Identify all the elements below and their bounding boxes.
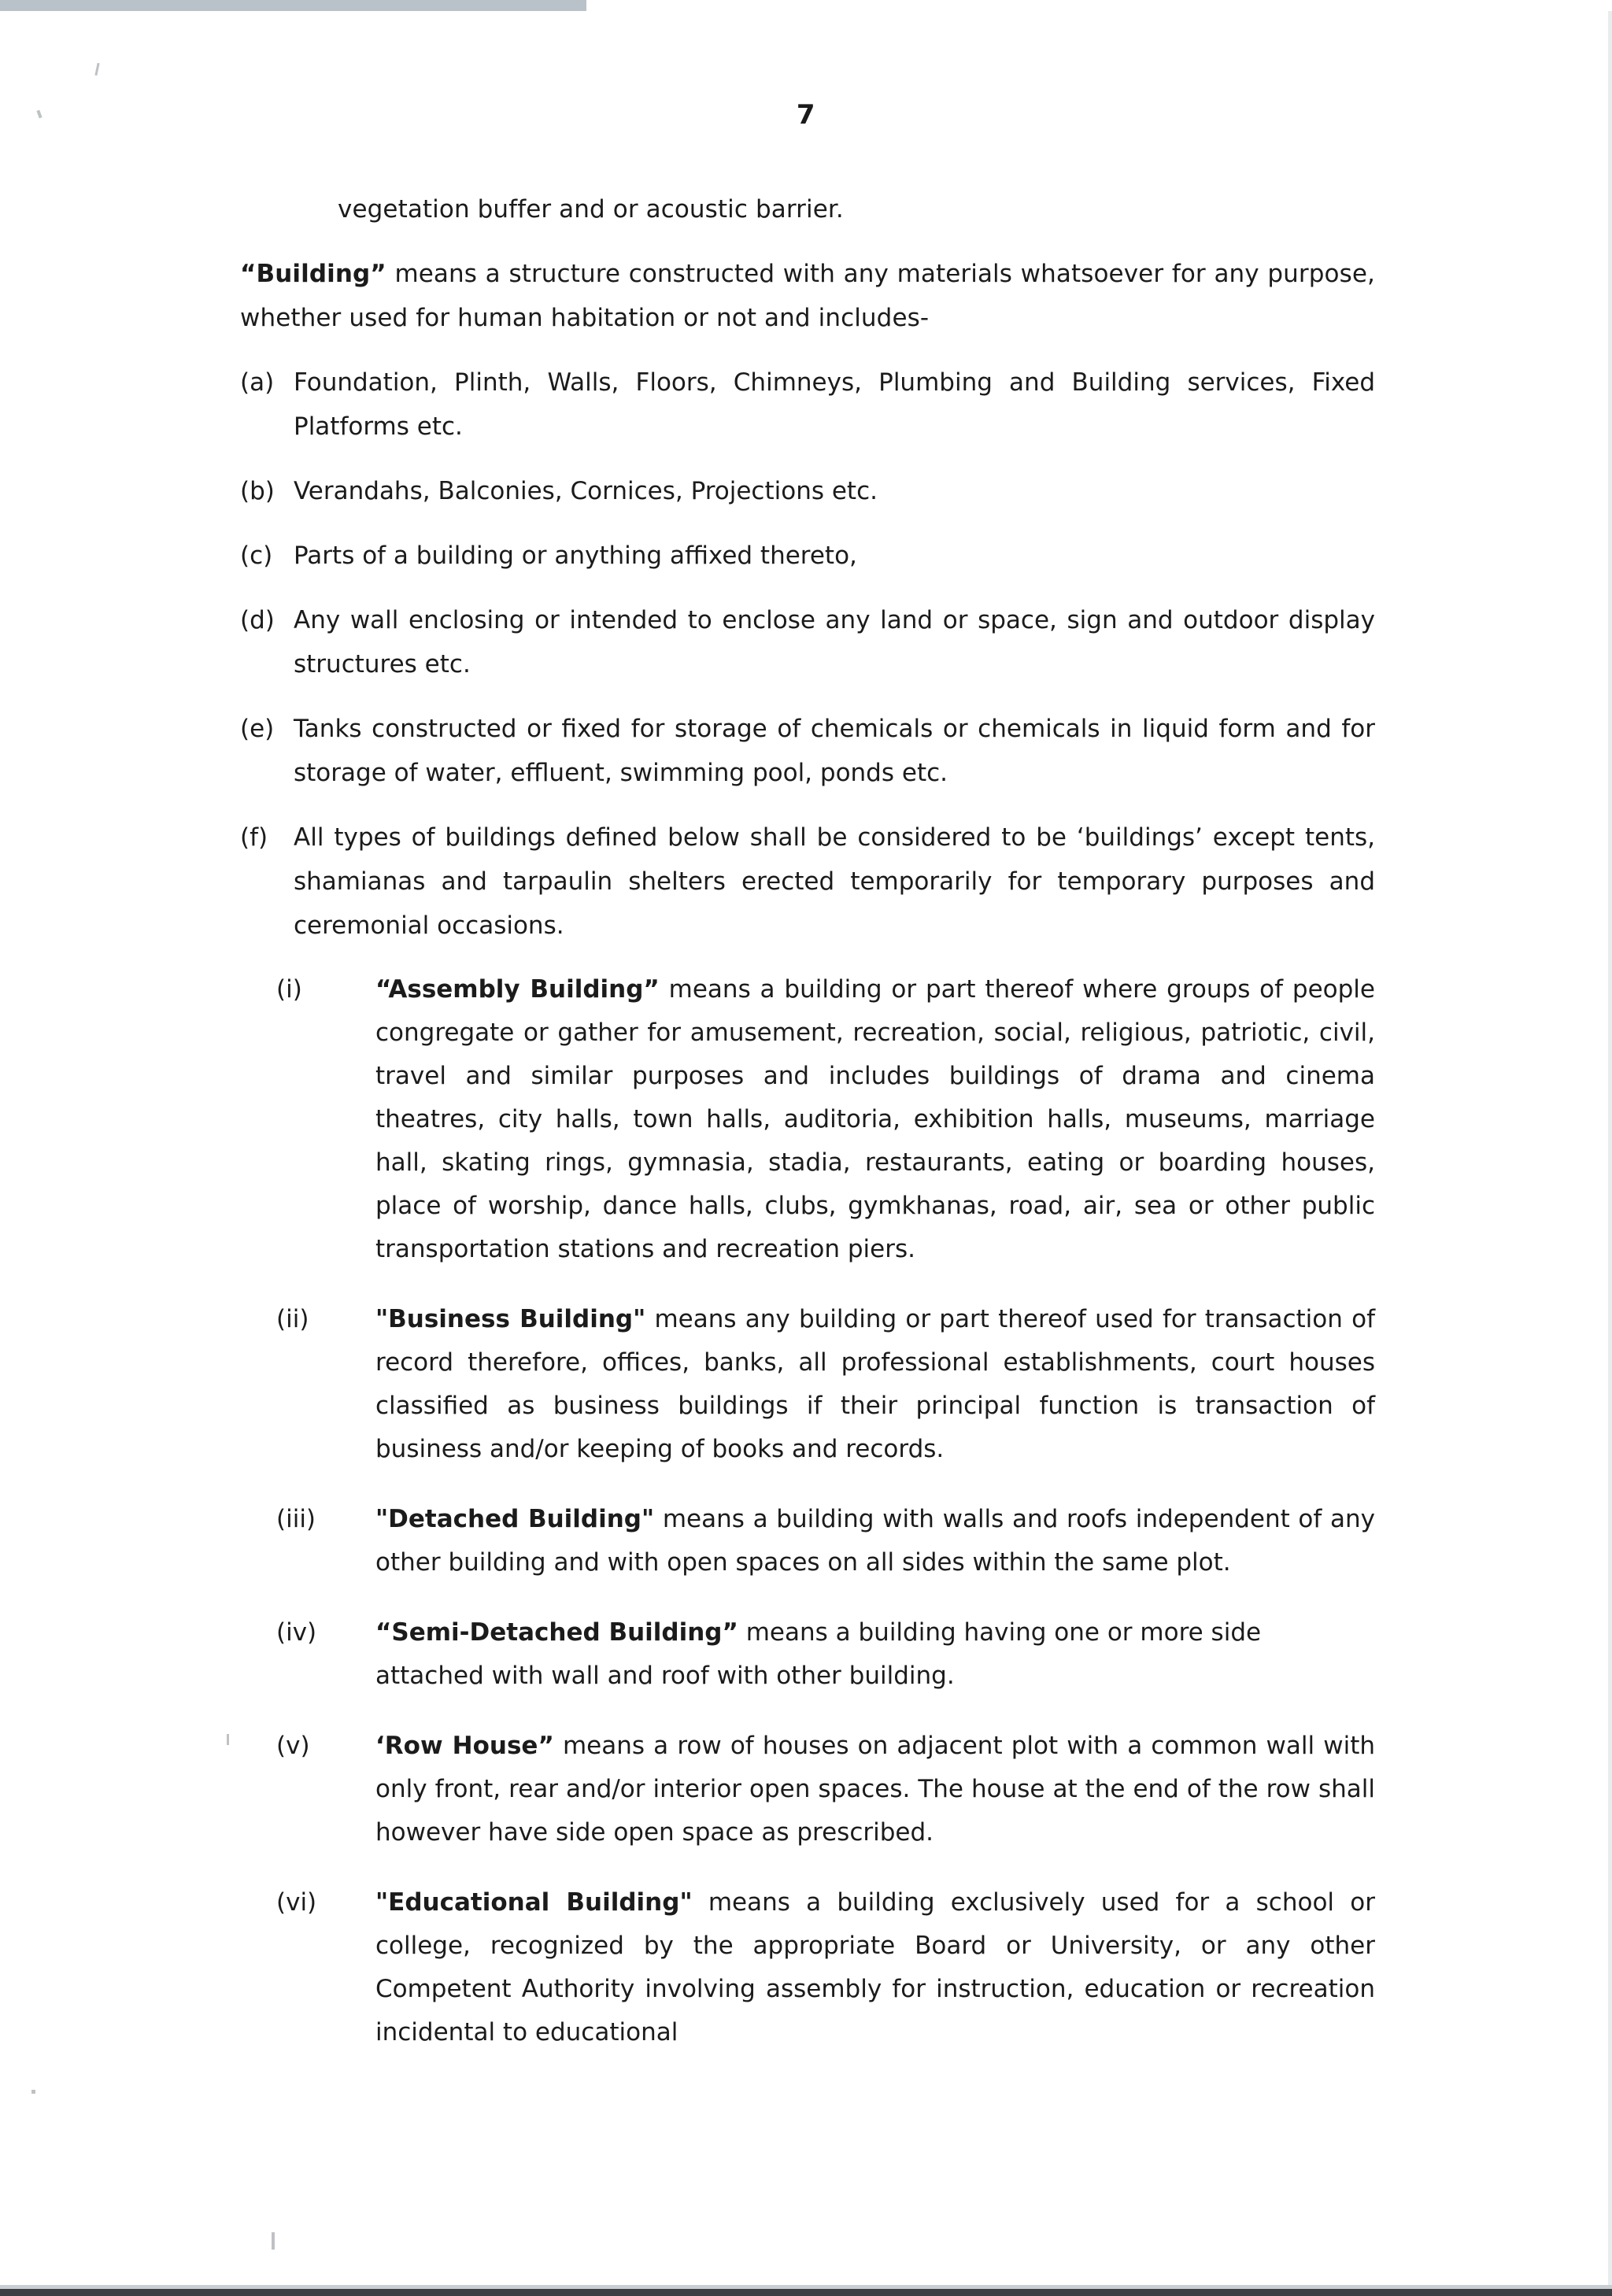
list-marker: (b) [240,477,275,505]
document-content [240,187,1375,2081]
scan-speck [272,2232,275,2250]
definition-text: means a building having one or more side attached with wall and roof with other building. [375,1618,1262,1690]
scan-artifact-top-band-right [586,0,1612,11]
definition-marker: (iv) [276,1618,317,1647]
list-marker: (f) [240,823,268,852]
scan-artifact-right-edge [1608,11,1612,2289]
list-item [240,469,1375,513]
list-text: Foundation, Plinth, Walls, Floors, Chimneys, Plumbing and Building services, Fixed Platforms etc. [294,368,1375,441]
list-text: Any wall enclosing or intended to enclose any land or space, sign and outdoor display structures etc. [294,606,1375,678]
list-text: Verandahs, Balconies, Cornices, Projections etc. [294,477,878,505]
scan-artifact-bottom-edge [0,2289,1612,2296]
building-term: “Building” [240,260,386,288]
definition-text: means a building with walls and roofs independent of any other building and with open spaces on all sides within the same plot. [375,1505,1375,1577]
definition-item [240,1298,1375,1471]
definition-item [240,1611,1375,1698]
definition-marker: (ii) [276,1305,309,1333]
page-number: 7 [796,99,816,131]
list-marker: (a) [240,368,275,397]
definition-item [240,1498,1375,1584]
list-item [240,598,1375,686]
definition-marker: (i) [276,975,302,1004]
definition-text: means a building or part thereof where groups of people congregate or gather for amusement, recreation, social, religious, patriotic, civil, travel and similar purposes and includes buildings of drama and cinema theatres, city halls, town halls, auditoria, exhibition halls, museums, marriage hall, skating rings, gymnasia, stadia, restaurants, eating or boarding houses, place of worship, dance halls, clubs, gymkhanas, road, air, sea or other public transportation stations and recreation piers. [375,975,1375,1263]
definition-term: “Assembly Building” [375,975,660,1004]
definition-body [375,1498,1375,1584]
list-item [240,360,1375,449]
scan-speck [94,63,99,76]
continued-paragraph: vegetation buffer and or acoustic barrier. [338,195,844,224]
definition-term: ‘Row House” [375,1732,554,1760]
list-marker: (c) [240,542,273,570]
definition-body [375,1881,1375,2054]
definition-item [240,1725,1375,1854]
definition-body [375,1611,1375,1698]
definition-term: "Educational Building" [375,1888,693,1917]
definition-term: "Business Building" [375,1305,646,1333]
definition-term: "Detached Building" [375,1505,655,1533]
list-text: Tanks constructed or fixed for storage of chemicals or chemicals in liquid form and for storage of water, effluent, swimming pool, ponds etc. [294,715,1375,787]
definition-marker: (v) [276,1732,310,1760]
definition-text: means any building or part thereof used for transaction of record therefore, offices, banks, all professional establishments, court houses classified as business buildings if their principal function is transaction of business and/or keeping of books and records. [375,1305,1375,1463]
list-text: All types of buildings defined below shall be considered to be ‘buildings’ except tents, shamianas and tarpaulin shelters erected temporarily for temporary purposes and ceremonial occasions. [294,823,1375,940]
building-definition-text: means a structure constructed with any materials whatsoever for any purpose, whether used for human habitation or not and includes- [240,260,1375,332]
definition-body [375,1298,1375,1471]
definition-text: means a building exclusively used for a school or college, recognized by the appropriate Board or University, or any other Competent Authority involving assembly for instruction, education or recreation incidental to educational [375,1888,1375,2046]
building-definition-paragraph [240,252,1375,340]
definition-marker: (iii) [276,1505,316,1533]
scan-speck [227,1734,229,1745]
list-text: Parts of a building or anything affixed thereto, [294,542,857,570]
definition-marker: (vi) [276,1888,317,1917]
definition-term: “Semi-Detached Building” [375,1618,738,1647]
list-item [240,707,1375,795]
list-item [240,534,1375,578]
list-marker: (d) [240,606,275,634]
definition-item [240,1881,1375,2054]
scan-speck [31,2090,35,2094]
list-item [240,815,1375,948]
definition-text: means a row of houses on adjacent plot with a common wall with only front, rear and/or interior open spaces. The house at the end of the row shall however have side open space as prescribed. [375,1732,1375,1847]
list-marker: (e) [240,715,275,743]
definition-body [375,968,1375,1271]
definition-item [240,968,1375,1271]
definition-body [375,1725,1375,1854]
